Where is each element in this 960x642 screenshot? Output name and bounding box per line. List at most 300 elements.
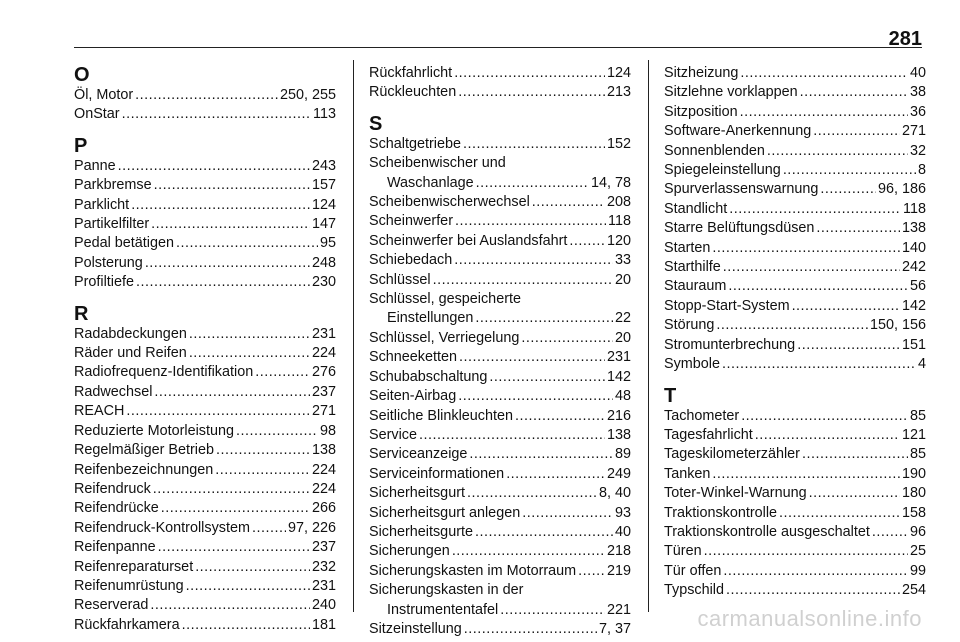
leader-dots bbox=[161, 499, 310, 518]
leader-dots bbox=[813, 122, 900, 141]
leader-dots bbox=[816, 219, 900, 238]
index-entry bbox=[369, 387, 631, 406]
entry-term: Scheibenwischerwechsel bbox=[369, 194, 530, 211]
leader-dots bbox=[532, 193, 605, 212]
entry-pages: 96 bbox=[909, 523, 926, 540]
leader-dots bbox=[135, 86, 278, 105]
leader-dots bbox=[153, 480, 310, 499]
entry-pages: 150, 156 bbox=[869, 317, 926, 334]
entry-term: Reduzierte Motorleistung bbox=[74, 422, 234, 439]
leader-dots bbox=[150, 596, 310, 615]
index-entry bbox=[664, 297, 926, 316]
index-entry bbox=[74, 441, 336, 460]
index-entry bbox=[369, 601, 631, 620]
index-entry bbox=[664, 407, 926, 426]
entry-pages: 180 bbox=[901, 485, 926, 502]
entry-pages: 208 bbox=[606, 194, 631, 211]
index-entry bbox=[369, 174, 631, 193]
entry-pages: 249 bbox=[606, 465, 631, 482]
index-entry bbox=[369, 309, 631, 328]
leader-dots bbox=[433, 271, 613, 290]
entry-pages: 237 bbox=[311, 383, 336, 400]
entry-term: Symbole bbox=[664, 356, 720, 373]
entry-term: Seitliche Blinkleuchten bbox=[369, 407, 513, 424]
index-entry bbox=[664, 484, 926, 503]
entry-pages: 152 bbox=[606, 135, 631, 152]
entry-pages: 20 bbox=[614, 271, 631, 288]
entry-pages: 254 bbox=[901, 582, 926, 599]
index-entry bbox=[664, 426, 926, 445]
index-entry bbox=[74, 422, 336, 441]
leader-dots bbox=[809, 484, 900, 503]
entry-term: Polsterung bbox=[74, 254, 143, 271]
entry-pages: 48 bbox=[614, 388, 631, 405]
entry-pages: 8, 40 bbox=[598, 485, 631, 502]
entry-pages: 85 bbox=[909, 446, 926, 463]
entry-head: Scheibenwischer und bbox=[369, 155, 506, 172]
entry-pages: 38 bbox=[909, 84, 926, 101]
index-entry bbox=[369, 83, 631, 102]
entry-pages: 56 bbox=[909, 278, 926, 295]
index-entry bbox=[664, 277, 926, 296]
leader-dots bbox=[476, 174, 589, 193]
entry-term: Pedal betätigen bbox=[74, 235, 175, 252]
leader-dots bbox=[740, 103, 908, 122]
entry-term: Sicherungen bbox=[369, 543, 450, 560]
entry-term: Schlüssel, Verriegelung bbox=[369, 329, 520, 346]
leader-dots bbox=[158, 538, 310, 557]
entry-term: Instrumententafel bbox=[387, 601, 499, 618]
index-entry bbox=[369, 426, 631, 445]
leader-dots bbox=[729, 200, 901, 219]
leader-dots bbox=[722, 355, 916, 374]
index-section bbox=[664, 385, 926, 601]
entry-pages: 120 bbox=[606, 232, 631, 249]
leader-dots bbox=[489, 368, 605, 387]
entry-term: Toter-Winkel-Warnung bbox=[664, 485, 807, 502]
leader-dots bbox=[419, 426, 605, 445]
leader-dots bbox=[500, 601, 605, 620]
leader-dots bbox=[216, 441, 310, 460]
leader-dots bbox=[454, 251, 613, 270]
index-entry bbox=[369, 542, 631, 561]
entry-pages: 147 bbox=[311, 216, 336, 233]
entry-term: Regelmäßiger Betrieb bbox=[74, 442, 214, 459]
entry-term: Service bbox=[369, 426, 417, 443]
entry-term: Parklicht bbox=[74, 196, 130, 213]
entry-pages: 85 bbox=[909, 407, 926, 424]
entry-pages: 7, 37 bbox=[598, 620, 631, 637]
entry-pages: 113 bbox=[313, 106, 336, 123]
entry-pages: 219 bbox=[606, 562, 631, 579]
index-entry bbox=[74, 176, 336, 195]
page-number: 281 bbox=[888, 28, 922, 50]
entry-term: Starten bbox=[664, 239, 711, 256]
entry-term: Serviceanzeige bbox=[369, 446, 468, 463]
leader-dots bbox=[783, 161, 916, 180]
index-entry bbox=[74, 402, 336, 421]
index-entry bbox=[664, 355, 926, 374]
section-letter: R bbox=[74, 302, 89, 325]
leader-dots bbox=[475, 309, 613, 328]
index-entry bbox=[369, 348, 631, 367]
index-entry bbox=[664, 122, 926, 141]
leader-dots bbox=[723, 562, 908, 581]
entry-pages: 8 bbox=[917, 162, 926, 179]
entry-term: Reifenreparaturset bbox=[74, 558, 194, 575]
leader-dots bbox=[578, 562, 605, 581]
index-entry bbox=[664, 64, 926, 83]
entry-pages: 271 bbox=[311, 403, 336, 420]
entry-term: Rückfahrkamera bbox=[74, 616, 180, 633]
leader-dots bbox=[463, 135, 605, 154]
leader-dots bbox=[704, 542, 908, 561]
index-entry bbox=[74, 577, 336, 596]
leader-dots bbox=[800, 83, 908, 102]
index-entry bbox=[664, 200, 926, 219]
leader-dots bbox=[792, 297, 900, 316]
entry-term: Tachometer bbox=[664, 407, 740, 424]
index-entry bbox=[74, 215, 336, 234]
entry-pages: 231 bbox=[311, 577, 336, 594]
index-entry bbox=[74, 86, 336, 105]
index-entry bbox=[369, 64, 631, 83]
entry-pages: 158 bbox=[901, 504, 926, 521]
index-entry-multiline bbox=[369, 154, 631, 193]
entry-term: Einstellungen bbox=[387, 310, 474, 327]
leader-dots bbox=[802, 445, 908, 464]
entry-pages: 224 bbox=[311, 461, 336, 478]
leader-dots bbox=[118, 157, 310, 176]
leader-dots bbox=[455, 212, 606, 231]
entry-pages: 138 bbox=[606, 426, 631, 443]
leader-dots bbox=[872, 523, 908, 542]
leader-dots bbox=[151, 215, 310, 234]
leader-dots bbox=[712, 465, 900, 484]
entry-term: Panne bbox=[74, 157, 116, 174]
index-entry bbox=[664, 523, 926, 542]
leader-dots bbox=[452, 542, 605, 561]
entry-pages: 32 bbox=[909, 142, 926, 159]
entry-pages: 230 bbox=[311, 274, 336, 291]
leader-dots bbox=[515, 407, 605, 426]
entry-pages: 248 bbox=[311, 254, 336, 271]
entry-term: Reifendruck bbox=[74, 480, 151, 497]
entry-term: Stopp-Start-System bbox=[664, 297, 790, 314]
entry-term: Schaltgetriebe bbox=[369, 135, 462, 152]
index-entry bbox=[74, 363, 336, 382]
index-entry bbox=[664, 142, 926, 161]
index-entry bbox=[664, 445, 926, 464]
leader-dots bbox=[723, 258, 900, 277]
entry-term: Software-Anerkennung bbox=[664, 123, 812, 140]
column-divider bbox=[353, 60, 354, 612]
entry-pages: 4 bbox=[917, 356, 926, 373]
leader-dots bbox=[467, 484, 597, 503]
entry-term: Profiltiefe bbox=[74, 274, 134, 291]
entry-pages: 40 bbox=[614, 523, 631, 540]
entry-term: Schiebedach bbox=[369, 252, 453, 269]
leader-dots bbox=[145, 254, 310, 273]
leader-dots bbox=[215, 461, 310, 480]
index-entry bbox=[369, 504, 631, 523]
index-entry bbox=[369, 368, 631, 387]
index-entry bbox=[664, 83, 926, 102]
index-entry bbox=[369, 212, 631, 231]
entry-term: Sicherheitsgurt anlegen bbox=[369, 504, 521, 521]
entry-pages: 276 bbox=[311, 364, 336, 381]
entry-term: Scheinwerfer bbox=[369, 213, 453, 230]
entry-pages: 237 bbox=[311, 539, 336, 556]
index-entry bbox=[664, 504, 926, 523]
entry-term: Typschild bbox=[664, 582, 724, 599]
entry-term: Reifendruck-Kontrollsystem bbox=[74, 519, 250, 536]
entry-term: Schlüssel bbox=[369, 271, 431, 288]
entry-term: Starre Belüftungsdüsen bbox=[664, 220, 815, 237]
entry-term: Rückleuchten bbox=[369, 84, 457, 101]
entry-term: Waschanlage bbox=[387, 174, 474, 191]
leader-dots bbox=[464, 620, 597, 639]
entry-pages: 138 bbox=[311, 442, 336, 459]
entry-term: Schneeketten bbox=[369, 349, 458, 366]
index-section bbox=[74, 135, 336, 293]
index-entry bbox=[664, 161, 926, 180]
leader-dots bbox=[131, 196, 310, 215]
entry-term: Reifenumrüstung bbox=[74, 577, 184, 594]
entry-pages: 20 bbox=[614, 329, 631, 346]
entry-term: Stromunterbrechung bbox=[664, 336, 796, 353]
section-letter: T bbox=[664, 384, 677, 407]
index-entry bbox=[369, 484, 631, 503]
entry-pages: 40 bbox=[909, 65, 926, 81]
index-entry bbox=[664, 103, 926, 122]
index-section bbox=[369, 113, 631, 640]
entry-pages: 224 bbox=[311, 345, 336, 362]
entry-pages: 271 bbox=[901, 123, 926, 140]
index-entry bbox=[664, 465, 926, 484]
entry-term: Störung bbox=[664, 317, 715, 334]
entry-pages: 97, 226 bbox=[287, 519, 336, 536]
leader-dots bbox=[459, 348, 605, 367]
index-entry bbox=[74, 254, 336, 273]
entry-term: Reserverad bbox=[74, 597, 149, 614]
index-entry bbox=[664, 239, 926, 258]
entry-head: Schlüssel, gespeicherte bbox=[369, 291, 521, 308]
entry-pages: 231 bbox=[311, 325, 336, 342]
entry-term: Schubabschaltung bbox=[369, 368, 488, 385]
section-letter: P bbox=[74, 134, 88, 157]
index-entry bbox=[74, 499, 336, 518]
entry-term: Sitzeinstellung bbox=[369, 620, 462, 637]
entry-pages: 89 bbox=[614, 446, 631, 463]
entry-pages: 142 bbox=[606, 368, 631, 385]
entry-term: Spurverlassenswarnung bbox=[664, 181, 819, 198]
leader-dots bbox=[522, 504, 613, 523]
entry-term: REACH bbox=[74, 403, 125, 420]
leader-dots bbox=[767, 142, 908, 161]
entry-term: Spiegeleinstellung bbox=[664, 162, 781, 179]
leader-dots bbox=[469, 445, 613, 464]
leader-dots bbox=[186, 577, 310, 596]
index-entry bbox=[664, 336, 926, 355]
entry-pages: 14, 78 bbox=[590, 174, 631, 191]
index-entry bbox=[664, 542, 926, 561]
index-entry bbox=[74, 461, 336, 480]
leader-dots bbox=[136, 273, 310, 292]
index-entry bbox=[369, 271, 631, 290]
entry-term: Rückfahrlicht bbox=[369, 65, 453, 81]
index-entry bbox=[74, 596, 336, 615]
entry-term: Traktionskontrolle ausgeschaltet bbox=[664, 523, 870, 540]
leader-dots bbox=[252, 519, 286, 538]
entry-pages: 224 bbox=[311, 480, 336, 497]
entry-term: Serviceinformationen bbox=[369, 465, 505, 482]
entry-pages: 22 bbox=[614, 310, 631, 327]
index-entry bbox=[74, 234, 336, 253]
entry-term: Reifenpanne bbox=[74, 539, 156, 556]
entry-term: Parkbremse bbox=[74, 177, 152, 194]
entry-pages: 216 bbox=[606, 407, 631, 424]
leader-dots bbox=[728, 277, 908, 296]
leader-dots bbox=[712, 239, 900, 258]
leader-dots bbox=[740, 64, 908, 83]
leader-dots bbox=[458, 387, 613, 406]
entry-pages: 121 bbox=[901, 426, 926, 443]
leader-dots bbox=[454, 64, 605, 83]
entry-term: Tanken bbox=[664, 465, 711, 482]
leader-dots bbox=[569, 232, 605, 251]
entry-term: Radabdeckungen bbox=[74, 325, 187, 342]
entry-pages: 25 bbox=[909, 543, 926, 560]
index-entry bbox=[369, 620, 631, 639]
entry-pages: 151 bbox=[901, 336, 926, 353]
leader-dots bbox=[176, 234, 318, 253]
leader-dots bbox=[475, 523, 613, 542]
entry-pages: 250, 255 bbox=[279, 87, 336, 103]
leader-dots bbox=[182, 616, 310, 635]
entry-pages: 218 bbox=[606, 543, 631, 560]
leader-dots bbox=[126, 402, 310, 421]
index-entry bbox=[664, 219, 926, 238]
entry-term: Öl, Motor bbox=[74, 87, 134, 103]
leader-dots bbox=[122, 105, 311, 124]
entry-pages: 99 bbox=[909, 562, 926, 579]
entry-term: Sonnenblenden bbox=[664, 142, 765, 159]
entry-term: Reifendrücke bbox=[74, 500, 159, 517]
entry-pages: 36 bbox=[909, 103, 926, 120]
index-entry bbox=[369, 407, 631, 426]
entry-pages: 138 bbox=[901, 220, 926, 237]
index-entry-multiline bbox=[369, 581, 631, 620]
leader-dots bbox=[797, 336, 900, 355]
section-letter: S bbox=[369, 112, 383, 135]
entry-pages: 124 bbox=[311, 196, 336, 213]
index-entry bbox=[74, 558, 336, 577]
index-entry bbox=[369, 251, 631, 270]
index-section bbox=[74, 64, 336, 125]
entry-term: Traktionskontrolle bbox=[664, 504, 778, 521]
index-entry bbox=[74, 616, 336, 635]
entry-term: OnStar bbox=[74, 106, 120, 123]
index-entry bbox=[369, 562, 631, 581]
entry-pages: 118 bbox=[608, 213, 631, 230]
entry-term: Sicherheitsgurt bbox=[369, 485, 465, 502]
index-entry bbox=[74, 105, 336, 124]
index-section bbox=[664, 64, 926, 375]
entry-term: Tageskilometerzähler bbox=[664, 446, 800, 463]
header-rule bbox=[74, 47, 922, 48]
entry-pages: 140 bbox=[901, 239, 926, 256]
index-section bbox=[74, 303, 336, 636]
entry-pages: 124 bbox=[606, 65, 631, 81]
index-entry bbox=[664, 562, 926, 581]
entry-pages: 33 bbox=[614, 252, 631, 269]
entry-term: Seiten-Airbag bbox=[369, 388, 457, 405]
entry-pages: 96, 186 bbox=[877, 181, 926, 198]
index-entry bbox=[74, 273, 336, 292]
leader-dots bbox=[506, 465, 605, 484]
entry-pages: 243 bbox=[311, 157, 336, 174]
index-entry bbox=[664, 258, 926, 277]
entry-term: Räder und Reifen bbox=[74, 345, 187, 362]
index-section bbox=[369, 64, 631, 103]
entry-pages: 232 bbox=[311, 558, 336, 575]
entry-head: Sicherungskasten in der bbox=[369, 582, 524, 599]
index-entry bbox=[369, 329, 631, 348]
entry-term: Reifenbezeichnungen bbox=[74, 461, 214, 478]
section-letter: O bbox=[74, 64, 90, 86]
leader-dots bbox=[154, 176, 310, 195]
index-entry bbox=[74, 157, 336, 176]
entry-pages: 231 bbox=[606, 349, 631, 366]
entry-term: Sitzposition bbox=[664, 103, 738, 120]
entry-pages: 190 bbox=[901, 465, 926, 482]
leader-dots bbox=[189, 325, 310, 344]
index-entry-multiline bbox=[369, 290, 631, 329]
leader-dots bbox=[820, 180, 876, 199]
entry-term: Sitzheizung bbox=[664, 65, 739, 81]
entry-pages: 181 bbox=[311, 616, 336, 633]
entry-pages: 142 bbox=[901, 297, 926, 314]
index-entry bbox=[74, 538, 336, 557]
index-entry bbox=[664, 180, 926, 199]
entry-pages: 266 bbox=[311, 500, 336, 517]
entry-pages: 213 bbox=[606, 84, 631, 101]
leader-dots bbox=[189, 344, 310, 363]
index-entry bbox=[74, 383, 336, 402]
index-entry bbox=[369, 523, 631, 542]
index-column-3 bbox=[664, 64, 926, 601]
leader-dots bbox=[741, 407, 908, 426]
entry-term: Standlicht bbox=[664, 200, 728, 217]
entry-pages: 118 bbox=[903, 200, 926, 217]
entry-term: Türen bbox=[664, 543, 702, 560]
entry-pages: 93 bbox=[614, 504, 631, 521]
index-column-1 bbox=[74, 64, 336, 635]
index-entry bbox=[74, 196, 336, 215]
entry-term: Tagesfahrlicht bbox=[664, 426, 753, 443]
index-entry bbox=[74, 325, 336, 344]
leader-dots bbox=[726, 581, 900, 600]
leader-dots bbox=[255, 363, 310, 382]
entry-pages: 95 bbox=[319, 235, 336, 252]
entry-term: Stauraum bbox=[664, 278, 727, 295]
index-entry bbox=[369, 232, 631, 251]
leader-dots bbox=[755, 426, 900, 445]
index-entry bbox=[369, 465, 631, 484]
watermark: carmanualsonline.info bbox=[697, 606, 922, 631]
index-entry bbox=[74, 519, 336, 538]
